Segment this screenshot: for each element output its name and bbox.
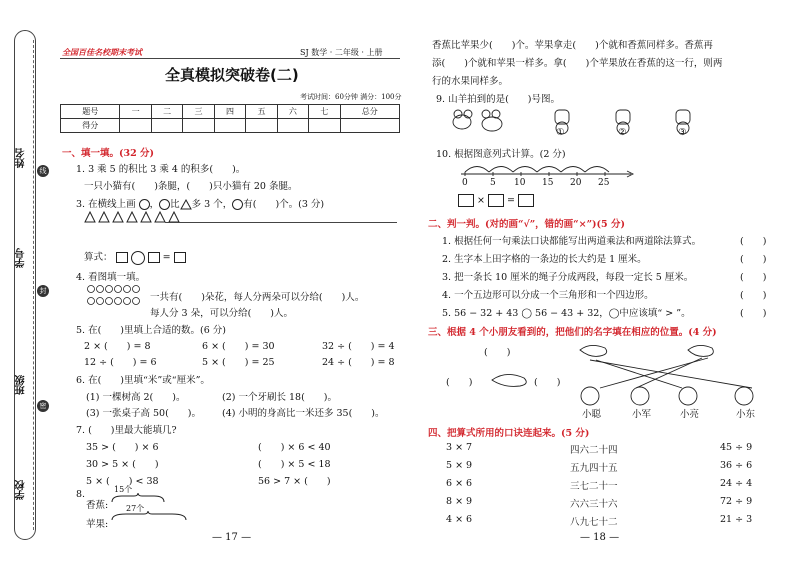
unit-item: (1) 一棵树高 2( )。 bbox=[86, 392, 186, 403]
question-text: 一只小猫有( )条腿，( )只小猫有 20 条腿。 bbox=[84, 181, 298, 192]
question-text: 一共有( )朵花，每人分两朵可以分给( )人。 bbox=[150, 292, 365, 303]
question-text: 行的水果同样多。 bbox=[432, 76, 509, 87]
score-cell[interactable] bbox=[277, 119, 308, 133]
score-header: 三 bbox=[183, 105, 214, 119]
operator-circle[interactable] bbox=[131, 251, 145, 265]
section-heading: 一、填一填。(32 分) bbox=[62, 148, 155, 159]
animal-views-icon bbox=[450, 104, 710, 140]
answer-box[interactable] bbox=[174, 252, 186, 263]
tick-label: 0 bbox=[462, 178, 468, 188]
math-item: 30 > 5 × ( ) bbox=[86, 459, 159, 470]
page-number: — 17 — bbox=[212, 532, 252, 543]
question-text: 每人分 3 朵，可以分给( )人。 bbox=[150, 308, 293, 319]
tick-label: 5 bbox=[490, 178, 496, 188]
math-item: 5 × ( ) = 25 bbox=[202, 357, 275, 368]
kid-name: 小聪 bbox=[582, 409, 602, 420]
score-cell[interactable] bbox=[151, 119, 182, 133]
judge-item: 2. 生字本上田字格的一条边的长大约是 1 厘米。 bbox=[442, 254, 647, 265]
math-item: 2 × ( ) = 8 bbox=[84, 341, 151, 352]
option-number: ① bbox=[556, 127, 565, 138]
answer-box[interactable] bbox=[116, 252, 128, 263]
match-left[interactable]: 3 × 7 bbox=[446, 442, 473, 453]
math-item: 35 > ( ) × 6 bbox=[86, 442, 159, 453]
answer-paren[interactable]: ( ) bbox=[446, 377, 473, 388]
kid-name: 小军 bbox=[632, 409, 652, 420]
match-left[interactable]: 8 × 9 bbox=[446, 496, 473, 507]
unit-item: (2) 一个牙刷长 18( )。 bbox=[222, 392, 337, 403]
score-header: 四 bbox=[214, 105, 245, 119]
match-right[interactable]: 72 ÷ 9 bbox=[720, 496, 753, 507]
answer-paren[interactable]: ( ) bbox=[740, 254, 767, 265]
score-header: 七 bbox=[309, 105, 340, 119]
drawing-line[interactable] bbox=[165, 222, 397, 223]
question-text: 香蕉比苹果少( )个。苹果拿走( )个就和香蕉同样多。香蕉再 bbox=[432, 40, 713, 51]
math-item: 32 ÷ ( ) = 4 bbox=[322, 341, 395, 352]
unit-item: (3) 一张桌子高 50( )。 bbox=[86, 408, 201, 419]
formula-row: 算式： = bbox=[84, 249, 186, 265]
answer-paren[interactable]: ( ) bbox=[534, 377, 561, 388]
answer-paren[interactable]: ( ) bbox=[740, 290, 767, 301]
judge-item: 5. 56 − 32 + 43 ◯ 56 − 43 + 32，◯中应该填“ > ”。 bbox=[442, 308, 691, 319]
circle-shape bbox=[139, 199, 150, 210]
seal-mark: 封 bbox=[37, 285, 49, 297]
circle-shape bbox=[232, 199, 243, 210]
question-text: 比 bbox=[170, 199, 180, 210]
question-text: 8. bbox=[76, 489, 86, 500]
match-right[interactable]: 24 ÷ 4 bbox=[720, 478, 753, 489]
section-heading: 二、判一判。(对的画“√”，错的画“×”)(5 分) bbox=[428, 219, 625, 230]
score-cell[interactable] bbox=[214, 119, 245, 133]
question-3 bbox=[76, 196, 324, 210]
math-item: ( ) × 6 < 40 bbox=[258, 442, 331, 453]
answer-box[interactable] bbox=[518, 194, 534, 207]
math-item: 5 × ( ) < 38 bbox=[86, 476, 159, 487]
question-text: 3. 在横线上画 bbox=[76, 199, 136, 210]
count-label: 15个 bbox=[114, 485, 133, 494]
score-table bbox=[60, 104, 400, 133]
question-text: 9. 山羊拍到的是( )号图。 bbox=[436, 94, 560, 105]
question-text: 1. 3 乘 5 的积比 3 乘 4 的积多( )。 bbox=[76, 164, 246, 175]
question-text: 7. ( )里最大能填几? bbox=[76, 425, 177, 436]
seal-mark: 密 bbox=[37, 400, 49, 412]
question-text: 6. 在( )里填“米”或“厘米”。 bbox=[76, 375, 210, 386]
match-left[interactable]: 6 × 6 bbox=[446, 478, 473, 489]
match-right[interactable]: 21 ÷ 3 bbox=[720, 514, 753, 525]
answer-box[interactable] bbox=[488, 194, 504, 207]
row-label: 香蕉: bbox=[86, 500, 109, 511]
header-rule bbox=[60, 58, 400, 59]
math-item: 12 ÷ ( ) = 6 bbox=[84, 357, 157, 368]
match-right[interactable]: 45 ÷ 9 bbox=[720, 442, 753, 453]
judge-item: 3. 把一条长 10 厘米的绳子分成两段，每段一定长 5 厘米。 bbox=[442, 272, 694, 283]
score-cell[interactable] bbox=[340, 119, 399, 133]
kid-name: 小亮 bbox=[680, 409, 700, 420]
question-text: ， bbox=[149, 199, 160, 210]
question-text: 10. 根据图意列式计算。(2 分) bbox=[436, 149, 566, 160]
score-cell[interactable] bbox=[183, 119, 214, 133]
page-title: 全真模拟突破卷(二) bbox=[165, 66, 299, 84]
match-middle[interactable]: 五九四十五 bbox=[570, 463, 618, 474]
row-label: 苹果: bbox=[86, 519, 109, 530]
math-item: 56 > 7 × ( ) bbox=[258, 476, 331, 487]
subject-label: SJ 数学 · 二年级 · 上册 bbox=[300, 48, 383, 57]
match-middle[interactable]: 三七二十一 bbox=[570, 481, 618, 492]
circle-shape bbox=[159, 199, 170, 210]
tick-label: 10 bbox=[514, 178, 526, 188]
answer-formula: × = bbox=[458, 194, 534, 207]
section-heading: 四、把算式所用的口诀连起来。(5 分) bbox=[428, 428, 590, 439]
school-label: 学校 bbox=[16, 480, 27, 500]
student-id-label: 学号 bbox=[16, 248, 27, 268]
answer-paren[interactable]: ( ) bbox=[484, 347, 511, 358]
question-text: 4. 看图填一填。 bbox=[76, 272, 146, 283]
answer-paren[interactable]: ( ) bbox=[740, 236, 767, 247]
seal-mark: 线 bbox=[37, 165, 49, 177]
exam-meta: 考试时间：60分钟 满分：100分 bbox=[300, 93, 402, 101]
flowers-icon bbox=[86, 284, 146, 308]
tick-label: 25 bbox=[598, 178, 610, 188]
triangle-icon bbox=[180, 199, 192, 210]
score-cell[interactable] bbox=[246, 119, 277, 133]
match-middle[interactable]: 八九七十二 bbox=[570, 517, 618, 528]
tick-label: 15 bbox=[542, 178, 554, 188]
question-text: 多 3 个， bbox=[191, 199, 233, 210]
question-text: 算式： bbox=[84, 252, 113, 263]
unit-item: (4) 小明的身高比一米还多 35( )。 bbox=[222, 408, 385, 419]
question-text: 添( )个就和苹果一样多。拿( )个苹果放在香蕉的这一行，则两 bbox=[432, 58, 723, 69]
name-label: 姓名 bbox=[16, 148, 27, 168]
option-number: ② bbox=[618, 127, 627, 138]
cut-line bbox=[33, 40, 34, 530]
match-middle[interactable]: 六六三十六 bbox=[570, 499, 618, 510]
binding-sidebar bbox=[0, 0, 46, 562]
class-label: 班级 bbox=[16, 375, 27, 395]
score-header: 一 bbox=[120, 105, 151, 119]
score-header: 二 bbox=[151, 105, 182, 119]
answer-box[interactable] bbox=[458, 194, 474, 207]
score-header: 六 bbox=[277, 105, 308, 119]
score-cell[interactable] bbox=[309, 119, 340, 133]
question-text: 5. 在( )里填上合适的数。(6 分) bbox=[76, 325, 226, 336]
score-header: 五 bbox=[246, 105, 277, 119]
score-row-label: 得分 bbox=[61, 119, 120, 133]
match-left[interactable]: 5 × 9 bbox=[446, 460, 473, 471]
option-number: ③ bbox=[678, 127, 687, 138]
answer-paren[interactable]: ( ) bbox=[740, 308, 767, 319]
series-label: 全国百佳名校期末考试 bbox=[62, 47, 142, 57]
kid-name: 小东 bbox=[736, 409, 756, 420]
score-cell[interactable] bbox=[120, 119, 151, 133]
math-item: 24 ÷ ( ) = 8 bbox=[322, 357, 395, 368]
count-label: 27个 bbox=[126, 504, 145, 513]
match-right[interactable]: 36 ÷ 6 bbox=[720, 460, 753, 471]
judge-item: 1. 根据任何一句乘法口诀都能写出两道乘法和两道除法算式。 bbox=[442, 236, 702, 247]
answer-box[interactable] bbox=[148, 252, 160, 263]
brace-icon bbox=[110, 511, 190, 521]
match-left[interactable]: 4 × 6 bbox=[446, 514, 473, 525]
tick-label: 20 bbox=[570, 178, 582, 188]
score-header: 题号 bbox=[61, 105, 120, 119]
match-middle[interactable]: 四六二十四 bbox=[570, 445, 618, 456]
score-header: 总分 bbox=[340, 105, 399, 119]
math-item: ( ) × 5 < 18 bbox=[258, 459, 331, 470]
section-heading: 三、根据 4 个小朋友看到的，把他们的名字填在相应的位置。(4 分) bbox=[428, 327, 717, 338]
question-text: 有( )个。(3 分) bbox=[243, 199, 325, 210]
answer-paren[interactable]: ( ) bbox=[740, 272, 767, 283]
page-number: — 18 — bbox=[580, 532, 620, 543]
math-item: 6 × ( ) = 30 bbox=[202, 341, 275, 352]
judge-item: 4. 一个五边形可以分成一个三角形和一个四边形。 bbox=[442, 290, 654, 301]
